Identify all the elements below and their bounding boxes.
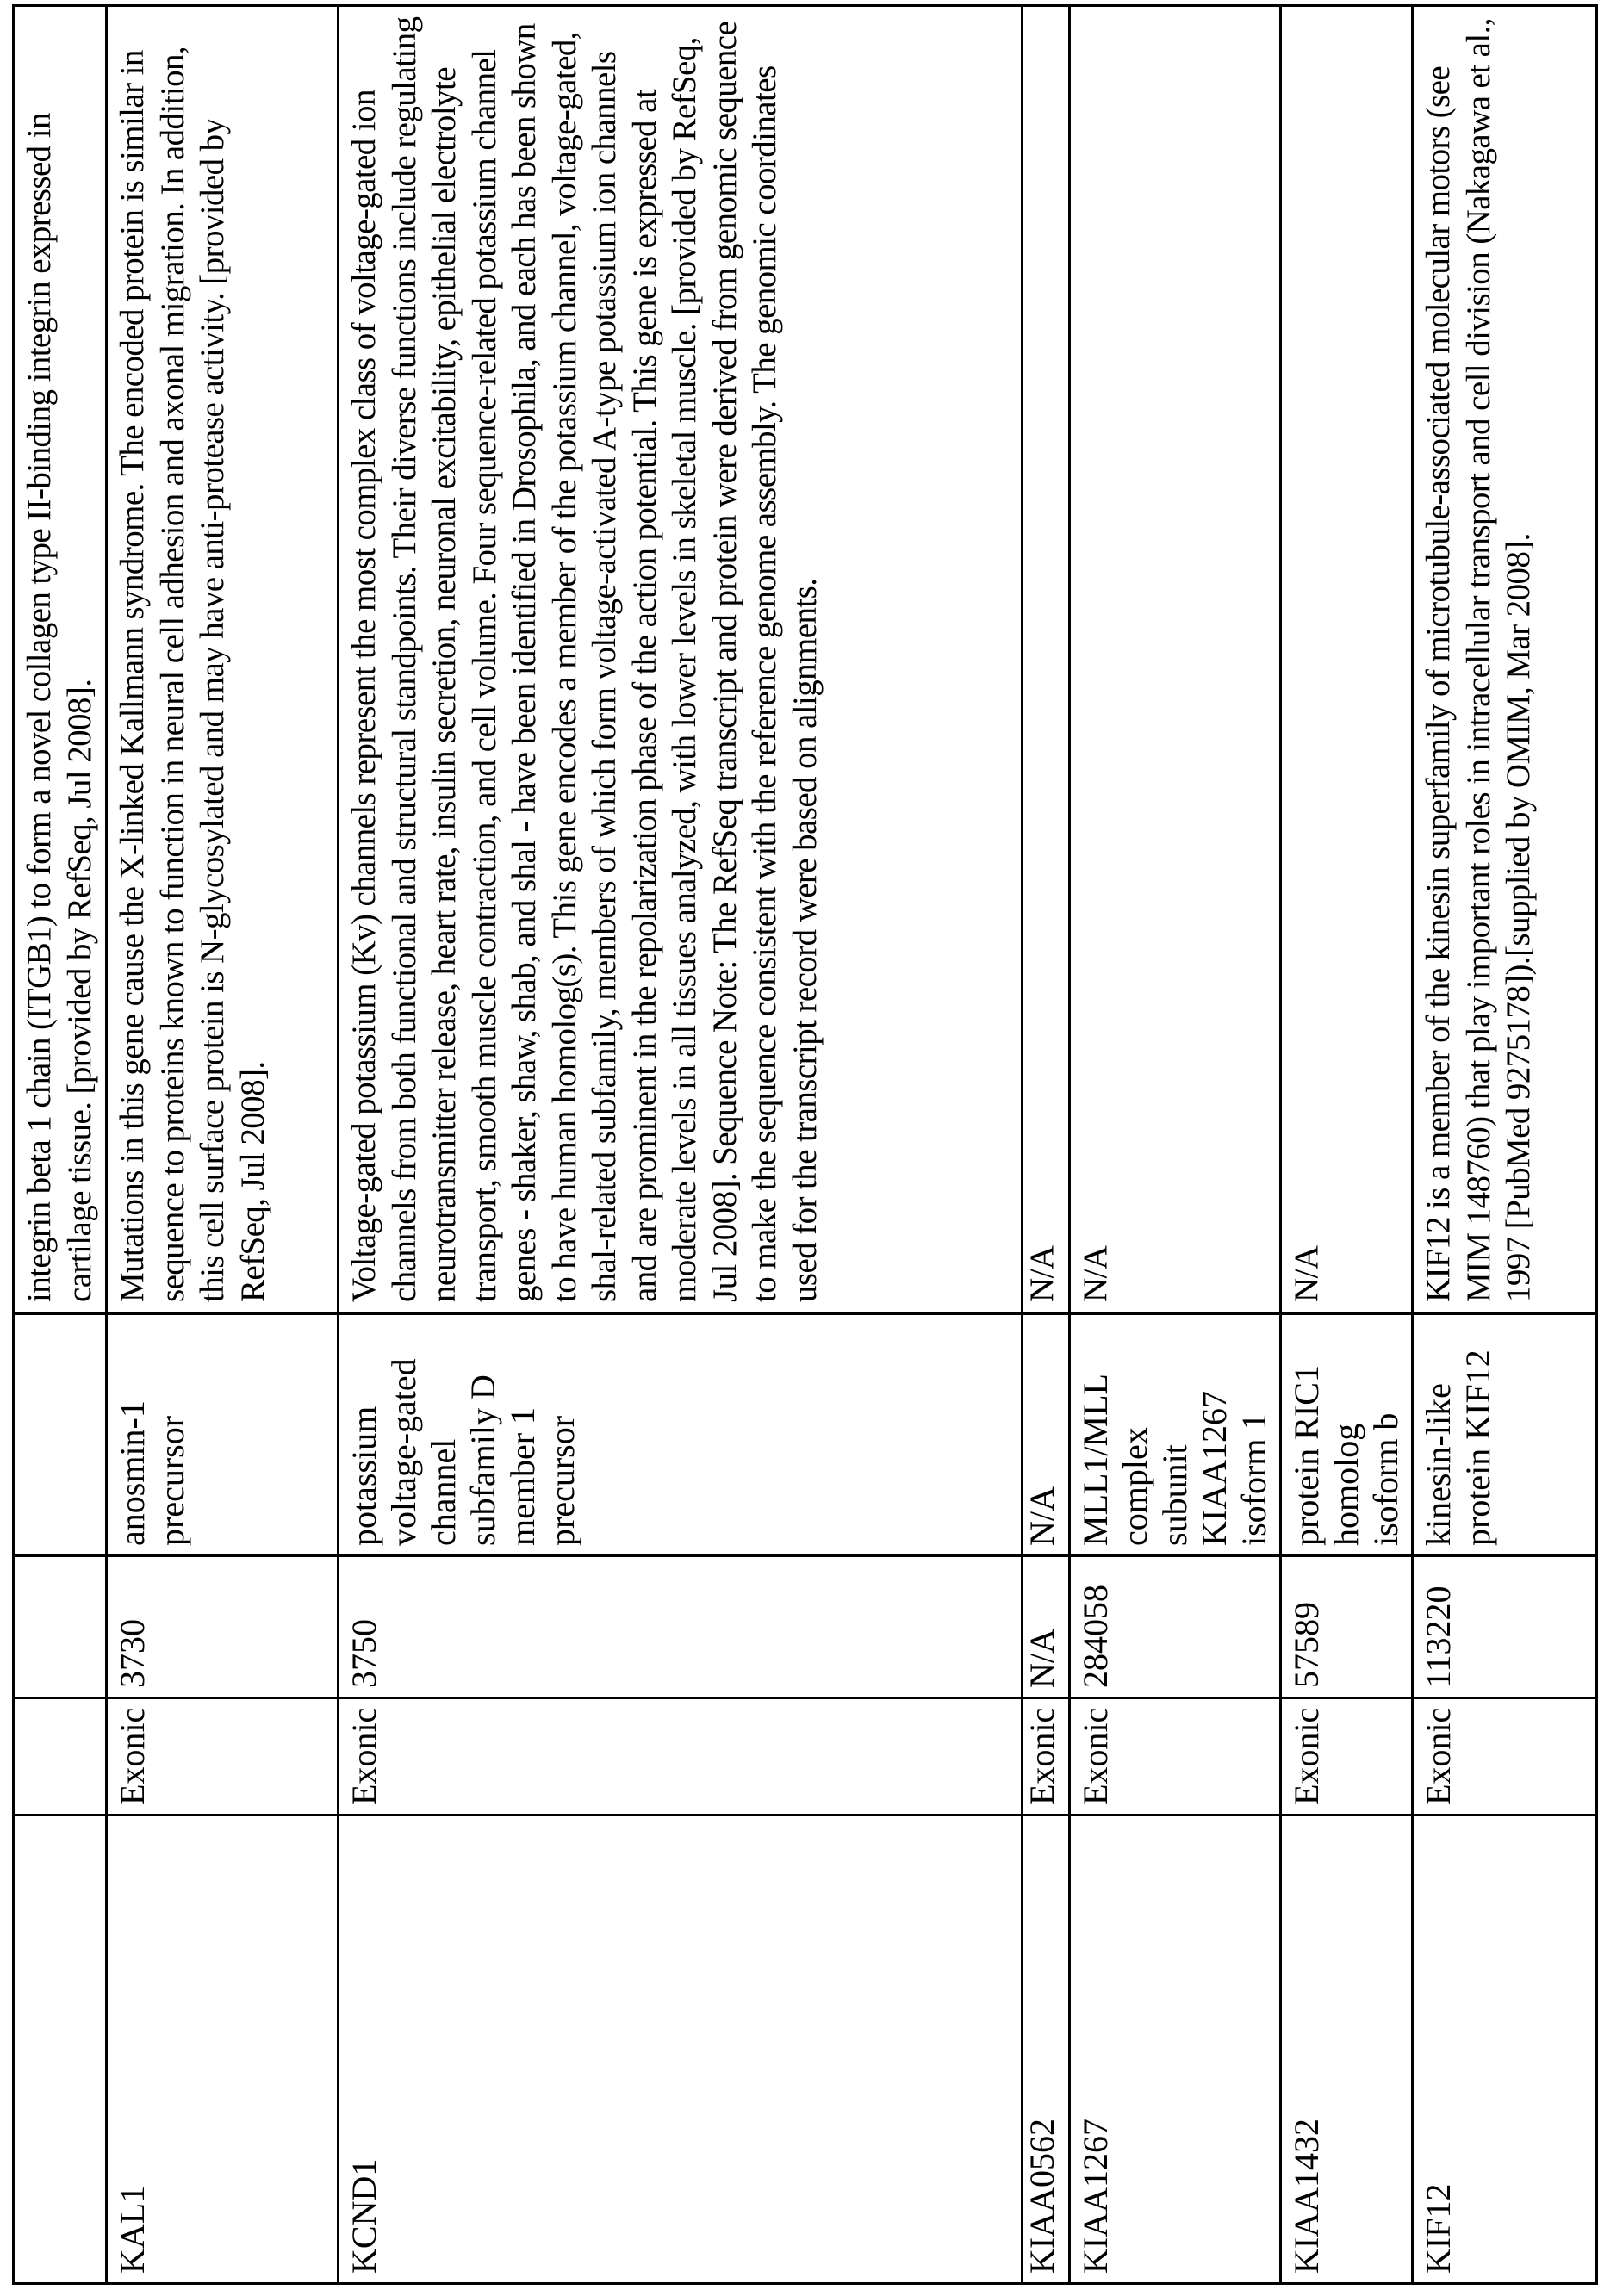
gene-symbol-cell: KAL1 — [107, 1815, 339, 2284]
gene-id-cell: 57589 — [1281, 1556, 1413, 1698]
table-row — [107, 6, 339, 2284]
gene-symbol-cell — [14, 1815, 107, 2284]
table-row — [14, 6, 107, 2284]
region-cell — [14, 1698, 107, 1815]
gene-symbol-cell: KIF12 — [1413, 1815, 1597, 2284]
table-row — [1023, 6, 1070, 2284]
document-page — [0, 0, 1529, 2296]
gene-id-cell: N/A — [1023, 1556, 1070, 1698]
region-cell: Exonic — [1023, 1698, 1070, 1815]
description-cell: N/A — [1070, 6, 1281, 1314]
protein-name-cell: anosmin-1 precursor — [107, 1314, 339, 1556]
description-cell: N/A — [1023, 6, 1070, 1314]
gene-id-cell: 284058 — [1070, 1556, 1281, 1698]
gene-symbol-cell: KIAA1432 — [1281, 1815, 1413, 2284]
gene-symbol-cell: KCND1 — [339, 1815, 1023, 2284]
table-row — [1070, 6, 1281, 2284]
protein-name-cell: kinesin-like protein KIF12 — [1413, 1314, 1597, 1556]
protein-name-cell: N/A — [1023, 1314, 1070, 1556]
gene-id-cell: 3730 — [107, 1556, 339, 1698]
description-cell: integrin beta 1 chain (ITGB1) to form a novel collagen type II-binding integrin expressed in cartilage tissue. [provided by RefSeq, Jul 2008]. — [14, 6, 107, 1314]
region-cell: Exonic — [1281, 1698, 1413, 1815]
gene-id-cell: 3750 — [339, 1556, 1023, 1698]
gene-table — [12, 4, 1598, 2285]
description-cell: N/A — [1281, 6, 1413, 1314]
description-cell: Mutations in this gene cause the X-linked Kallmann syndrome. The encoded protein is similar in sequence to proteins known to function in neural cell adhesion and axonal migration. In addition, this cell surface protein is N-glycosylated and may have anti-protease activity. [provided by RefSeq, Jul 2008]. — [107, 6, 339, 1314]
table-row — [339, 6, 1023, 2284]
gene-symbol-cell: KIAA1267 — [1070, 1815, 1281, 2284]
description-cell: KIF12 is a member of the kinesin superfamily of microtubule-associated molecular motors (see MIM 148760) that play important roles in intracellular transport and cell division (Nakagawa et al., 1997 [PubMed 9275178]).[supplied by OMIM, Mar 2008]. — [1413, 6, 1597, 1314]
region-cell: Exonic — [339, 1698, 1023, 1815]
region-cell: Exonic — [1413, 1698, 1597, 1815]
gene-id-cell: 113220 — [1413, 1556, 1597, 1698]
description-cell: Voltage-gated potassium (Kv) channels represent the most complex class of voltage-gated ion channels from both functional and structural standpoints. Their diverse functions include regulating neurotransmitter release, heart rate, insulin secretion, neuronal excitability, epithelial electrolyte transport, smooth muscle contraction, and cell volume. Four sequence-related potassium channel genes - shaker, shaw, shab, and shal - have been identified in Drosophila, and each has been shown to have human homolog(s). This gene encodes a member of the potassium channel, voltage-gated, shal-related subfamily, members of which form voltage-activated A-type potassium ion channels and are prominent in the repolarization phase of the action potential. This gene is expressed at moderate levels in all tissues analyzed, with lower levels in skeletal muscle. [provided by RefSeq, Jul 2008]. Sequence Note: The RefSeq transcript and protein were derived from genomic sequence to make the sequence consistent with the reference genome assembly. The genomic coordinates used for the transcript record were based on alignments. — [339, 6, 1023, 1314]
protein-name-cell: MLL1/MLL complex subunit KIAA1267 isoform 1 — [1070, 1314, 1281, 1556]
table-row — [1413, 6, 1597, 2284]
protein-name-cell: potassium voltage-gated channel subfamily D member 1 precursor — [339, 1314, 1023, 1556]
region-cell: Exonic — [1070, 1698, 1281, 1815]
rotated-table-container — [0, 0, 1529, 2296]
region-cell: Exonic — [107, 1698, 339, 1815]
gene-symbol-cell: KIAA0562 — [1023, 1815, 1070, 2284]
protein-name-cell — [14, 1314, 107, 1556]
table-row — [1281, 6, 1413, 2284]
gene-id-cell — [14, 1556, 107, 1698]
protein-name-cell: protein RIC1 homolog isoform b — [1281, 1314, 1413, 1556]
